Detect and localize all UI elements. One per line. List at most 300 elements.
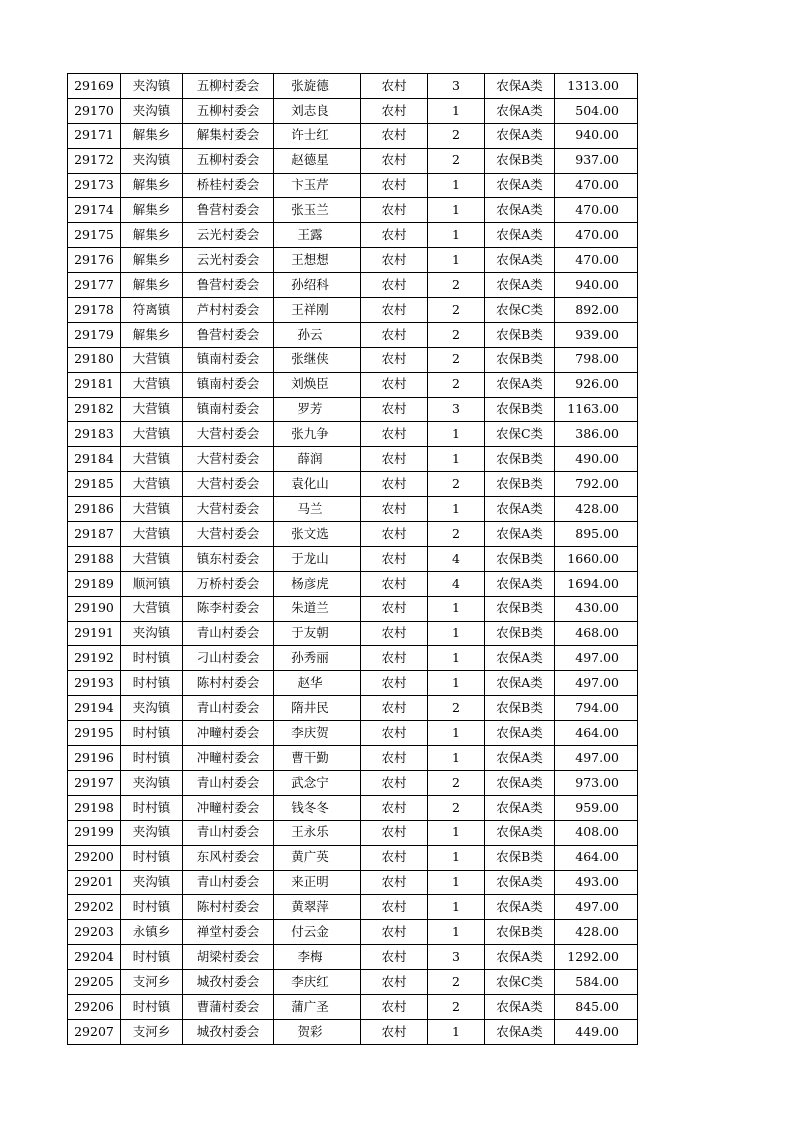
name-cell: 孙秀丽 — [274, 646, 361, 671]
name-cell: 李庆贺 — [274, 721, 361, 746]
category-cell: 农保B类 — [485, 472, 555, 497]
count-cell: 2 — [428, 994, 485, 1019]
serial-cell: 29181 — [68, 372, 121, 397]
area-cell: 农村 — [361, 1019, 428, 1044]
town-cell: 符离镇 — [121, 298, 183, 323]
amount-cell: 497.00 — [555, 646, 638, 671]
table-row — [68, 472, 638, 497]
town-cell: 顺河镇 — [121, 571, 183, 596]
village-cell: 镇南村委会 — [183, 347, 274, 372]
count-cell: 1 — [428, 621, 485, 646]
town-cell: 永镇乡 — [121, 920, 183, 945]
amount-cell: 428.00 — [555, 497, 638, 522]
amount-cell: 449.00 — [555, 1019, 638, 1044]
category-cell: 农保B类 — [485, 397, 555, 422]
area-cell: 农村 — [361, 422, 428, 447]
name-cell: 黄广英 — [274, 845, 361, 870]
category-cell: 农保A类 — [485, 522, 555, 547]
category-cell: 农保B类 — [485, 621, 555, 646]
category-cell: 农保B类 — [485, 447, 555, 472]
amount-cell: 470.00 — [555, 198, 638, 223]
table-row — [68, 845, 638, 870]
category-cell: 农保A类 — [485, 273, 555, 298]
serial-cell: 29191 — [68, 621, 121, 646]
serial-cell: 29201 — [68, 870, 121, 895]
serial-cell: 29192 — [68, 646, 121, 671]
amount-cell: 490.00 — [555, 447, 638, 472]
village-cell: 青山村委会 — [183, 870, 274, 895]
area-cell: 农村 — [361, 497, 428, 522]
area-cell: 农村 — [361, 273, 428, 298]
table-row — [68, 870, 638, 895]
name-cell: 曹干勤 — [274, 746, 361, 771]
name-cell: 刘焕臣 — [274, 372, 361, 397]
name-cell: 来正明 — [274, 870, 361, 895]
amount-cell: 493.00 — [555, 870, 638, 895]
village-cell: 刁山村委会 — [183, 646, 274, 671]
category-cell: 农保B类 — [485, 845, 555, 870]
area-cell: 农村 — [361, 98, 428, 123]
count-cell: 3 — [428, 945, 485, 970]
table-row — [68, 447, 638, 472]
village-cell: 五柳村委会 — [183, 98, 274, 123]
table-row — [68, 98, 638, 123]
category-cell: 农保B类 — [485, 322, 555, 347]
category-cell: 农保C类 — [485, 298, 555, 323]
category-cell: 农保A类 — [485, 98, 555, 123]
serial-cell: 29178 — [68, 298, 121, 323]
town-cell: 支河乡 — [121, 1019, 183, 1044]
category-cell: 农保A类 — [485, 198, 555, 223]
amount-cell: 940.00 — [555, 123, 638, 148]
area-cell: 农村 — [361, 820, 428, 845]
amount-cell: 895.00 — [555, 522, 638, 547]
area-cell: 农村 — [361, 322, 428, 347]
village-cell: 城孜村委会 — [183, 1019, 274, 1044]
count-cell: 1 — [428, 98, 485, 123]
town-cell: 时村镇 — [121, 994, 183, 1019]
amount-cell: 1292.00 — [555, 945, 638, 970]
count-cell: 3 — [428, 397, 485, 422]
count-cell: 2 — [428, 770, 485, 795]
count-cell: 1 — [428, 845, 485, 870]
table-row — [68, 770, 638, 795]
category-cell: 农保A类 — [485, 945, 555, 970]
serial-cell: 29170 — [68, 98, 121, 123]
area-cell: 农村 — [361, 845, 428, 870]
count-cell: 2 — [428, 148, 485, 173]
table-row — [68, 173, 638, 198]
amount-cell: 939.00 — [555, 322, 638, 347]
count-cell: 2 — [428, 522, 485, 547]
category-cell: 农保A类 — [485, 820, 555, 845]
amount-cell: 798.00 — [555, 347, 638, 372]
amount-cell: 497.00 — [555, 895, 638, 920]
count-cell: 2 — [428, 795, 485, 820]
serial-cell: 29187 — [68, 522, 121, 547]
category-cell: 农保A类 — [485, 870, 555, 895]
category-cell: 农保B类 — [485, 347, 555, 372]
area-cell: 农村 — [361, 447, 428, 472]
category-cell: 农保A类 — [485, 74, 555, 99]
village-cell: 鲁营村委会 — [183, 273, 274, 298]
count-cell: 2 — [428, 472, 485, 497]
serial-cell: 29177 — [68, 273, 121, 298]
village-cell: 大营村委会 — [183, 472, 274, 497]
area-cell: 农村 — [361, 74, 428, 99]
area-cell: 农村 — [361, 994, 428, 1019]
table-row — [68, 422, 638, 447]
town-cell: 大营镇 — [121, 522, 183, 547]
count-cell: 1 — [428, 422, 485, 447]
village-cell: 五柳村委会 — [183, 74, 274, 99]
count-cell: 1 — [428, 173, 485, 198]
category-cell: 农保A类 — [485, 770, 555, 795]
area-cell: 农村 — [361, 895, 428, 920]
category-cell: 农保B类 — [485, 696, 555, 721]
village-cell: 万桥村委会 — [183, 571, 274, 596]
town-cell: 夹沟镇 — [121, 770, 183, 795]
category-cell: 农保B类 — [485, 546, 555, 571]
town-cell: 大营镇 — [121, 447, 183, 472]
category-cell: 农保A类 — [485, 646, 555, 671]
name-cell: 李梅 — [274, 945, 361, 970]
town-cell: 时村镇 — [121, 845, 183, 870]
area-cell: 农村 — [361, 770, 428, 795]
amount-cell: 386.00 — [555, 422, 638, 447]
amount-cell: 470.00 — [555, 248, 638, 273]
amount-cell: 464.00 — [555, 845, 638, 870]
town-cell: 解集乡 — [121, 273, 183, 298]
name-cell: 王永乐 — [274, 820, 361, 845]
area-cell: 农村 — [361, 173, 428, 198]
amount-cell: 470.00 — [555, 173, 638, 198]
table-row — [68, 273, 638, 298]
table-row — [68, 646, 638, 671]
category-cell: 农保A类 — [485, 123, 555, 148]
town-cell: 解集乡 — [121, 198, 183, 223]
serial-cell: 29193 — [68, 671, 121, 696]
table-row — [68, 522, 638, 547]
table-row — [68, 746, 638, 771]
table-row — [68, 123, 638, 148]
village-cell: 冲疃村委会 — [183, 795, 274, 820]
count-cell: 2 — [428, 347, 485, 372]
village-cell: 冲疃村委会 — [183, 746, 274, 771]
amount-cell: 464.00 — [555, 721, 638, 746]
name-cell: 张文选 — [274, 522, 361, 547]
table-row — [68, 546, 638, 571]
serial-cell: 29182 — [68, 397, 121, 422]
serial-cell: 29169 — [68, 74, 121, 99]
serial-cell: 29188 — [68, 546, 121, 571]
amount-cell: 794.00 — [555, 696, 638, 721]
name-cell: 付云金 — [274, 920, 361, 945]
town-cell: 大营镇 — [121, 497, 183, 522]
category-cell: 农保A类 — [485, 497, 555, 522]
table-row — [68, 347, 638, 372]
town-cell: 解集乡 — [121, 223, 183, 248]
table-row — [68, 198, 638, 223]
town-cell: 大营镇 — [121, 397, 183, 422]
count-cell: 1 — [428, 198, 485, 223]
name-cell: 于龙山 — [274, 546, 361, 571]
area-cell: 农村 — [361, 372, 428, 397]
serial-cell: 29198 — [68, 795, 121, 820]
category-cell: 农保B类 — [485, 148, 555, 173]
name-cell: 王祥刚 — [274, 298, 361, 323]
village-cell: 桥桂村委会 — [183, 173, 274, 198]
count-cell: 2 — [428, 372, 485, 397]
count-cell: 1 — [428, 497, 485, 522]
name-cell: 杨彦虎 — [274, 571, 361, 596]
serial-cell: 29186 — [68, 497, 121, 522]
serial-cell: 29203 — [68, 920, 121, 945]
count-cell: 1 — [428, 746, 485, 771]
area-cell: 农村 — [361, 945, 428, 970]
amount-cell: 408.00 — [555, 820, 638, 845]
area-cell: 农村 — [361, 472, 428, 497]
serial-cell: 29190 — [68, 596, 121, 621]
amount-cell: 926.00 — [555, 372, 638, 397]
town-cell: 大营镇 — [121, 546, 183, 571]
town-cell: 夹沟镇 — [121, 98, 183, 123]
serial-cell: 29197 — [68, 770, 121, 795]
category-cell: 农保A类 — [485, 173, 555, 198]
count-cell: 1 — [428, 920, 485, 945]
count-cell: 1 — [428, 248, 485, 273]
village-cell: 云光村委会 — [183, 248, 274, 273]
count-cell: 1 — [428, 646, 485, 671]
amount-cell: 468.00 — [555, 621, 638, 646]
count-cell: 1 — [428, 447, 485, 472]
town-cell: 解集乡 — [121, 322, 183, 347]
amount-cell: 470.00 — [555, 223, 638, 248]
count-cell: 1 — [428, 820, 485, 845]
area-cell: 农村 — [361, 795, 428, 820]
count-cell: 2 — [428, 970, 485, 995]
amount-cell: 504.00 — [555, 98, 638, 123]
serial-cell: 29207 — [68, 1019, 121, 1044]
amount-cell: 497.00 — [555, 746, 638, 771]
name-cell: 卞玉芹 — [274, 173, 361, 198]
serial-cell: 29174 — [68, 198, 121, 223]
amount-cell: 497.00 — [555, 671, 638, 696]
name-cell: 黄翠萍 — [274, 895, 361, 920]
count-cell: 1 — [428, 671, 485, 696]
serial-cell: 29183 — [68, 422, 121, 447]
name-cell: 武念宁 — [274, 770, 361, 795]
name-cell: 刘志良 — [274, 98, 361, 123]
name-cell: 孙云 — [274, 322, 361, 347]
town-cell: 时村镇 — [121, 671, 183, 696]
serial-cell: 29171 — [68, 123, 121, 148]
category-cell: 农保A类 — [485, 372, 555, 397]
category-cell: 农保A类 — [485, 1019, 555, 1044]
category-cell: 农保A类 — [485, 795, 555, 820]
village-cell: 青山村委会 — [183, 770, 274, 795]
name-cell: 张继侠 — [274, 347, 361, 372]
table-row — [68, 223, 638, 248]
count-cell: 2 — [428, 273, 485, 298]
table-row — [68, 920, 638, 945]
village-cell: 陈村村委会 — [183, 895, 274, 920]
name-cell: 张旋德 — [274, 74, 361, 99]
town-cell: 夹沟镇 — [121, 148, 183, 173]
count-cell: 2 — [428, 696, 485, 721]
table-row — [68, 397, 638, 422]
table-row — [68, 372, 638, 397]
count-cell: 3 — [428, 74, 485, 99]
village-cell: 镇东村委会 — [183, 546, 274, 571]
village-cell: 镇南村委会 — [183, 397, 274, 422]
town-cell: 大营镇 — [121, 422, 183, 447]
category-cell: 农保A类 — [485, 895, 555, 920]
name-cell: 张玉兰 — [274, 198, 361, 223]
table-row — [68, 571, 638, 596]
village-cell: 冲疃村委会 — [183, 721, 274, 746]
town-cell: 夹沟镇 — [121, 696, 183, 721]
table-row — [68, 621, 638, 646]
amount-cell: 973.00 — [555, 770, 638, 795]
amount-cell: 428.00 — [555, 920, 638, 945]
area-cell: 农村 — [361, 347, 428, 372]
count-cell: 1 — [428, 895, 485, 920]
area-cell: 农村 — [361, 621, 428, 646]
name-cell: 罗芳 — [274, 397, 361, 422]
area-cell: 农村 — [361, 248, 428, 273]
town-cell: 夹沟镇 — [121, 621, 183, 646]
name-cell: 贺彩 — [274, 1019, 361, 1044]
amount-cell: 1313.00 — [555, 74, 638, 99]
amount-cell: 430.00 — [555, 596, 638, 621]
serial-cell: 29204 — [68, 945, 121, 970]
name-cell: 隋井民 — [274, 696, 361, 721]
table-row — [68, 895, 638, 920]
amount-cell: 1694.00 — [555, 571, 638, 596]
count-cell: 2 — [428, 322, 485, 347]
name-cell: 王露 — [274, 223, 361, 248]
table-row — [68, 148, 638, 173]
table-row — [68, 74, 638, 99]
amount-cell: 937.00 — [555, 148, 638, 173]
records-table — [67, 73, 638, 1045]
serial-cell: 29200 — [68, 845, 121, 870]
village-cell: 大营村委会 — [183, 497, 274, 522]
town-cell: 解集乡 — [121, 173, 183, 198]
table-row — [68, 1019, 638, 1044]
count-cell: 1 — [428, 1019, 485, 1044]
village-cell: 禅堂村委会 — [183, 920, 274, 945]
category-cell: 农保A类 — [485, 671, 555, 696]
town-cell: 解集乡 — [121, 123, 183, 148]
village-cell: 城孜村委会 — [183, 970, 274, 995]
serial-cell: 29194 — [68, 696, 121, 721]
area-cell: 农村 — [361, 223, 428, 248]
town-cell: 大营镇 — [121, 472, 183, 497]
town-cell: 夹沟镇 — [121, 870, 183, 895]
category-cell: 农保C类 — [485, 970, 555, 995]
amount-cell: 1660.00 — [555, 546, 638, 571]
category-cell: 农保B类 — [485, 920, 555, 945]
serial-cell: 29195 — [68, 721, 121, 746]
village-cell: 五柳村委会 — [183, 148, 274, 173]
serial-cell: 29172 — [68, 148, 121, 173]
area-cell: 农村 — [361, 522, 428, 547]
count-cell: 1 — [428, 721, 485, 746]
village-cell: 大营村委会 — [183, 422, 274, 447]
count-cell: 2 — [428, 123, 485, 148]
name-cell: 孙绍科 — [274, 273, 361, 298]
area-cell: 农村 — [361, 198, 428, 223]
village-cell: 大营村委会 — [183, 522, 274, 547]
village-cell: 解集村委会 — [183, 123, 274, 148]
town-cell: 夹沟镇 — [121, 74, 183, 99]
table-row — [68, 795, 638, 820]
area-cell: 农村 — [361, 721, 428, 746]
name-cell: 王想想 — [274, 248, 361, 273]
town-cell: 大营镇 — [121, 347, 183, 372]
name-cell: 钱冬冬 — [274, 795, 361, 820]
village-cell: 芦村村委会 — [183, 298, 274, 323]
category-cell: 农保A类 — [485, 223, 555, 248]
name-cell: 蒲广圣 — [274, 994, 361, 1019]
table-row — [68, 696, 638, 721]
category-cell: 农保B类 — [485, 596, 555, 621]
serial-cell: 29189 — [68, 571, 121, 596]
serial-cell: 29196 — [68, 746, 121, 771]
count-cell: 1 — [428, 870, 485, 895]
name-cell: 许士红 — [274, 123, 361, 148]
table-row — [68, 497, 638, 522]
area-cell: 农村 — [361, 870, 428, 895]
serial-cell: 29199 — [68, 820, 121, 845]
table-row — [68, 994, 638, 1019]
village-cell: 青山村委会 — [183, 820, 274, 845]
table-row — [68, 322, 638, 347]
category-cell: 农保C类 — [485, 422, 555, 447]
table-row — [68, 248, 638, 273]
category-cell: 农保A类 — [485, 746, 555, 771]
table-row — [68, 298, 638, 323]
amount-cell: 584.00 — [555, 970, 638, 995]
serial-cell: 29185 — [68, 472, 121, 497]
town-cell: 大营镇 — [121, 372, 183, 397]
name-cell: 赵华 — [274, 671, 361, 696]
amount-cell: 1163.00 — [555, 397, 638, 422]
name-cell: 赵德星 — [274, 148, 361, 173]
village-cell: 镇南村委会 — [183, 372, 274, 397]
area-cell: 农村 — [361, 546, 428, 571]
amount-cell: 940.00 — [555, 273, 638, 298]
amount-cell: 792.00 — [555, 472, 638, 497]
village-cell: 曹蒲村委会 — [183, 994, 274, 1019]
village-cell: 大营村委会 — [183, 447, 274, 472]
town-cell: 大营镇 — [121, 596, 183, 621]
name-cell: 张九争 — [274, 422, 361, 447]
table-row — [68, 945, 638, 970]
serial-cell: 29206 — [68, 994, 121, 1019]
town-cell: 支河乡 — [121, 970, 183, 995]
area-cell: 农村 — [361, 671, 428, 696]
table-row — [68, 820, 638, 845]
area-cell: 农村 — [361, 596, 428, 621]
town-cell: 时村镇 — [121, 895, 183, 920]
category-cell: 农保A类 — [485, 248, 555, 273]
village-cell: 东风村委会 — [183, 845, 274, 870]
area-cell: 农村 — [361, 148, 428, 173]
table-row — [68, 671, 638, 696]
